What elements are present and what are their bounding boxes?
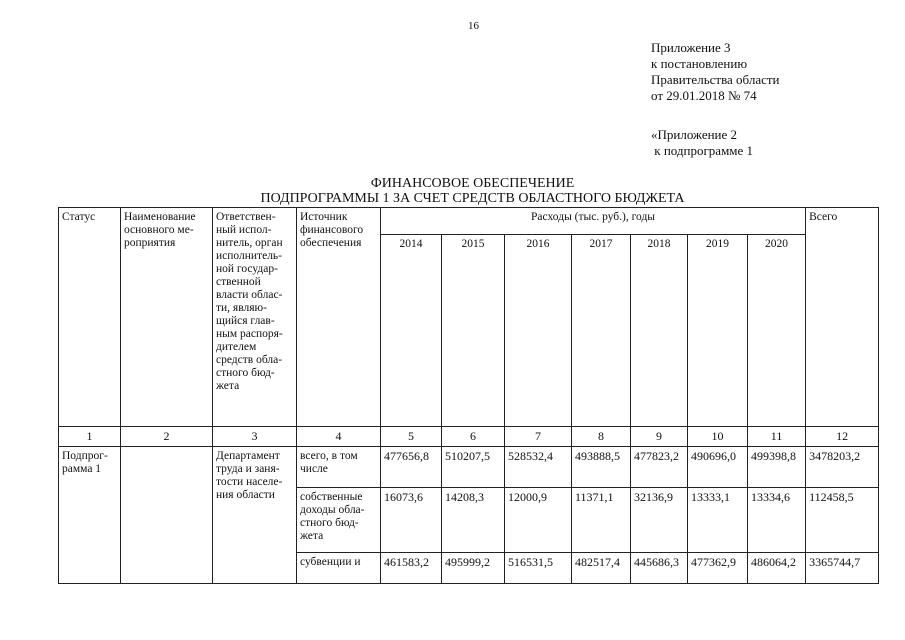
value-cell: 528532,4 (505, 447, 572, 488)
total-cell: 112458,5 (806, 488, 879, 553)
annex2-line: «Приложение 2 (651, 127, 738, 142)
column-number: 9 (631, 427, 688, 447)
column-number-row (59, 427, 879, 447)
column-number: 11 (748, 427, 806, 447)
page-number: 16 (468, 20, 479, 32)
header-source: Источник финансового обеспечения (297, 208, 381, 427)
column-number: 7 (505, 427, 572, 447)
value-cell: 493888,5 (572, 447, 631, 488)
value-cell: 510207,5 (442, 447, 505, 488)
column-number: 2 (121, 427, 213, 447)
header-name: Наименование основного ме-роприятия (121, 208, 213, 427)
header-total: Всего (806, 208, 879, 427)
value-cell: 445686,3 (631, 553, 688, 584)
value-cell: 13333,1 (688, 488, 748, 553)
header-expenses: Расходы (тыс. руб.), годы (381, 208, 806, 235)
annex2-line: к подпрограмме 1 (651, 143, 754, 158)
value-cell: 461583,2 (381, 553, 442, 584)
column-number: 10 (688, 427, 748, 447)
header-year: 2018 (631, 235, 688, 427)
row-source: субвенции и (297, 553, 381, 584)
value-cell: 11371,1 (572, 488, 631, 553)
value-cell: 482517,4 (572, 553, 631, 584)
value-cell: 16073,6 (381, 488, 442, 553)
header-status: Статус (59, 208, 121, 427)
total-cell: 3478203,2 (806, 447, 879, 488)
column-number: 5 (381, 427, 442, 447)
header-year: 2014 (381, 235, 442, 427)
document-subtitle: ПОДПРОГРАММЫ 1 ЗА СЧЕТ СРЕДСТВ ОБЛАСТНОГО БЮДЖЕТА (260, 191, 685, 206)
value-cell: 13334,6 (748, 488, 806, 553)
header-year: 2015 (442, 235, 505, 427)
column-number: 3 (213, 427, 297, 447)
annex-line: Правительства области (651, 72, 780, 87)
value-cell: 477656,8 (381, 447, 442, 488)
row-name (121, 447, 213, 584)
value-cell: 516531,5 (505, 553, 572, 584)
value-cell: 477823,2 (631, 447, 688, 488)
financing-table (58, 207, 879, 584)
value-cell: 32136,9 (631, 488, 688, 553)
annex-block (651, 40, 780, 104)
value-cell: 477362,9 (688, 553, 748, 584)
value-cell: 499398,8 (748, 447, 806, 488)
row-source: всего, в том числе (297, 447, 381, 488)
row-status: Подпрог-рамма 1 (59, 447, 121, 584)
column-number: 8 (572, 427, 631, 447)
header-year: 2020 (748, 235, 806, 427)
value-cell: 12000,9 (505, 488, 572, 553)
total-cell: 3365744,7 (806, 553, 879, 584)
document-title: ФИНАНСОВОЕ ОБЕСПЕЧЕНИЕ (370, 176, 575, 191)
header-year: 2017 (572, 235, 631, 427)
column-number: 4 (297, 427, 381, 447)
value-cell: 490696,0 (688, 447, 748, 488)
annex-line: от 29.01.2018 № 74 (651, 88, 757, 103)
table-row (59, 447, 879, 488)
header-responsible: Ответствен-ный испол-нитель, орган исполнитель-ной государ-ственной власти облас-ти, являю-щийся глав-ным распоря-дителем средств обла-стного бюд-жета (213, 208, 297, 427)
header-year: 2016 (505, 235, 572, 427)
value-cell: 486064,2 (748, 553, 806, 584)
annex-line: к постановлению (651, 56, 748, 71)
row-responsible: Департамент труда и заня-тости населе-ния области (213, 447, 297, 584)
column-number: 6 (442, 427, 505, 447)
header-year: 2019 (688, 235, 748, 427)
row-source: собственные доходы обла-стного бюд-жета (297, 488, 381, 553)
value-cell: 14208,3 (442, 488, 505, 553)
column-number: 12 (806, 427, 879, 447)
column-number: 1 (59, 427, 121, 447)
annex-line: Приложение 3 (651, 40, 731, 55)
annex2-block (651, 127, 753, 159)
value-cell: 495999,2 (442, 553, 505, 584)
